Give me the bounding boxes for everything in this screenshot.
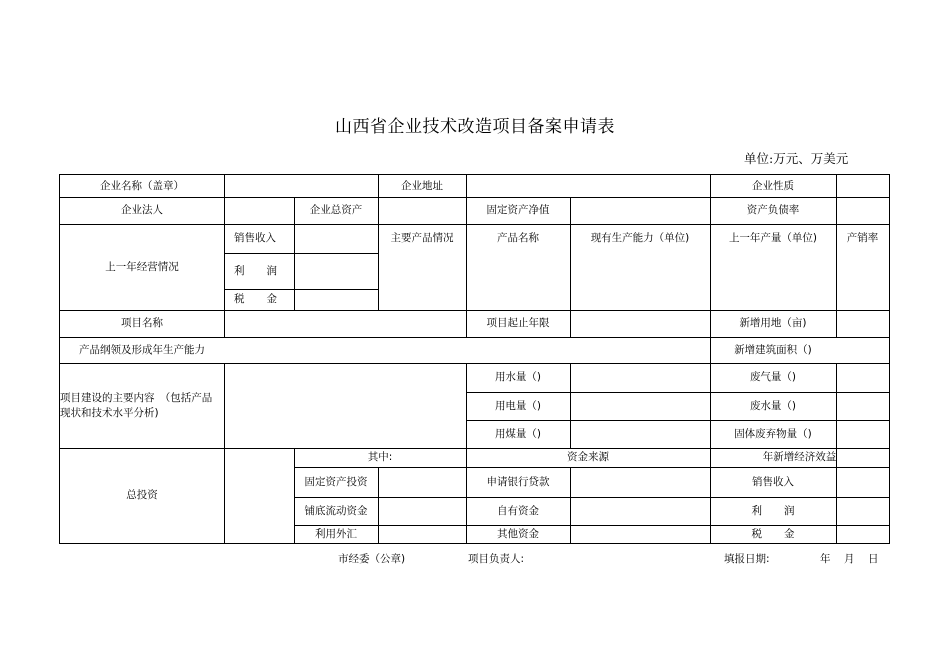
benefit-tax-label <box>710 525 836 543</box>
water-label: 用水量（) <box>494 371 542 383</box>
company-nature-field[interactable] <box>836 175 889 197</box>
foreign-capital-field[interactable] <box>378 525 466 543</box>
total-investment-label: 总投资 <box>126 489 158 501</box>
other-funds-field[interactable] <box>570 525 710 543</box>
benefit-sales-revenue-field[interactable] <box>836 467 889 497</box>
profit-label-a: 利 <box>234 264 245 277</box>
company-name-label: 企业名称（盖章） <box>100 179 184 192</box>
fixed-asset-investment-field[interactable] <box>378 467 466 497</box>
commission-seal-label: 市经委（公章) <box>338 553 406 565</box>
project-period-label: 项目起止年限 <box>486 317 550 329</box>
fixed-asset-investment-label: 固定资产投资 <box>304 475 368 488</box>
total-assets-label: 企业总资产 <box>309 204 363 216</box>
total-investment-field[interactable] <box>224 448 294 543</box>
fill-date-label: 填报日期: <box>724 553 770 565</box>
application-form-table <box>59 174 890 544</box>
new-benefits-header: 年新增经济效益 <box>762 451 837 463</box>
waste-water-field[interactable] <box>836 392 889 420</box>
debt-ratio-label: 资产负债率 <box>746 204 800 216</box>
sales-rate-header: 产销率 <box>846 232 879 244</box>
company-address-field[interactable] <box>466 175 710 197</box>
product-name-header: 产品名称 <box>497 232 539 244</box>
sales-revenue-field[interactable] <box>294 224 378 253</box>
company-name-field[interactable] <box>224 175 378 197</box>
funding-sources-header: 资金来源 <box>567 451 609 463</box>
working-capital-label: 铺底流动资金 <box>304 504 368 517</box>
person-in-charge-label: 项目负责人: <box>468 553 525 565</box>
sales-revenue-label: 销售收入 <box>234 232 276 244</box>
project-name-label: 项目名称 <box>121 317 163 329</box>
new-building-field[interactable] <box>836 337 889 363</box>
tax-field[interactable] <box>294 289 378 310</box>
main-products-label: 主要产品情况 <box>390 232 454 244</box>
benefit-profit-label-a: 利 <box>751 504 762 517</box>
foreign-capital-label: 利用外汇 <box>315 527 357 540</box>
tax-label-a: 税 <box>234 293 245 305</box>
tax-label <box>224 289 294 310</box>
new-land-label: 新增用地（亩) <box>739 317 807 329</box>
coal-label: 用煤量（) <box>494 427 542 440</box>
own-funds-label: 自有资金 <box>497 504 539 517</box>
date-day-label: 日 <box>868 553 879 565</box>
benefit-profit-label-b: 润 <box>784 504 795 517</box>
date-month-label: 月 <box>844 553 855 565</box>
net-fixed-assets-label: 固定资产净值 <box>486 204 550 216</box>
other-funds-label: 其他资金 <box>497 527 539 540</box>
tax-label-b: 金 <box>266 293 277 305</box>
construction-content-label: 项目建设的主要内容 （包括产品现状和技术水平分析) <box>60 391 213 419</box>
construction-content-field[interactable] <box>224 363 466 448</box>
water-field[interactable] <box>570 363 710 392</box>
project-name-field[interactable] <box>224 310 466 337</box>
waste-gas-label: 废气量（) <box>749 371 797 383</box>
bank-loan-label: 申请银行贷款 <box>486 475 550 488</box>
benefit-profit-label <box>710 497 836 525</box>
product-outline-field[interactable] <box>224 337 710 363</box>
benefit-tax-field[interactable] <box>836 525 889 543</box>
company-nature-label: 企业性质 <box>752 179 794 192</box>
profit-label-b: 润 <box>266 264 277 277</box>
profit-label <box>224 253 294 289</box>
electricity-field[interactable] <box>570 392 710 420</box>
benefit-profit-field[interactable] <box>836 497 889 525</box>
product-outline-label: 产品纲领及形成年生产能力 <box>79 343 205 356</box>
solid-waste-field[interactable] <box>836 420 889 448</box>
benefit-tax-label-b: 金 <box>784 527 795 540</box>
last-year-ops-label: 上一年经营情况 <box>105 260 179 273</box>
unit-note: 单位:万元、万美元 <box>744 151 849 166</box>
company-address-label: 企业地址 <box>401 179 443 192</box>
coal-field[interactable] <box>570 420 710 448</box>
net-fixed-assets-field[interactable] <box>570 197 710 224</box>
benefit-tax-label-a: 税 <box>751 527 762 540</box>
waste-water-label: 废水量（) <box>749 399 797 412</box>
profit-field[interactable] <box>294 253 378 289</box>
date-year-label: 年 <box>820 553 831 565</box>
electricity-label: 用电量（) <box>494 399 542 412</box>
project-period-field[interactable] <box>570 310 710 337</box>
working-capital-field[interactable] <box>378 497 466 525</box>
legal-rep-label: 企业法人 <box>121 204 163 216</box>
total-assets-field[interactable] <box>378 197 466 224</box>
of-which-header: 其中: <box>367 451 393 463</box>
own-funds-field[interactable] <box>570 497 710 525</box>
waste-gas-field[interactable] <box>836 363 889 392</box>
form-title: 山西省企业技术改造项目备案申请表 <box>335 117 615 137</box>
debt-ratio-field[interactable] <box>836 197 889 224</box>
solid-waste-label: 固体废弃物量（) <box>734 427 812 440</box>
last-year-output-header: 上一年产量（单位) <box>728 232 818 244</box>
new-building-label: 新增建筑面积（) <box>734 343 812 356</box>
benefit-sales-revenue-label: 销售收入 <box>752 475 794 488</box>
new-land-field[interactable] <box>836 310 889 337</box>
current-capacity-header: 现有生产能力（单位) <box>590 232 690 244</box>
bank-loan-field[interactable] <box>570 467 710 497</box>
legal-rep-field[interactable] <box>224 197 294 224</box>
